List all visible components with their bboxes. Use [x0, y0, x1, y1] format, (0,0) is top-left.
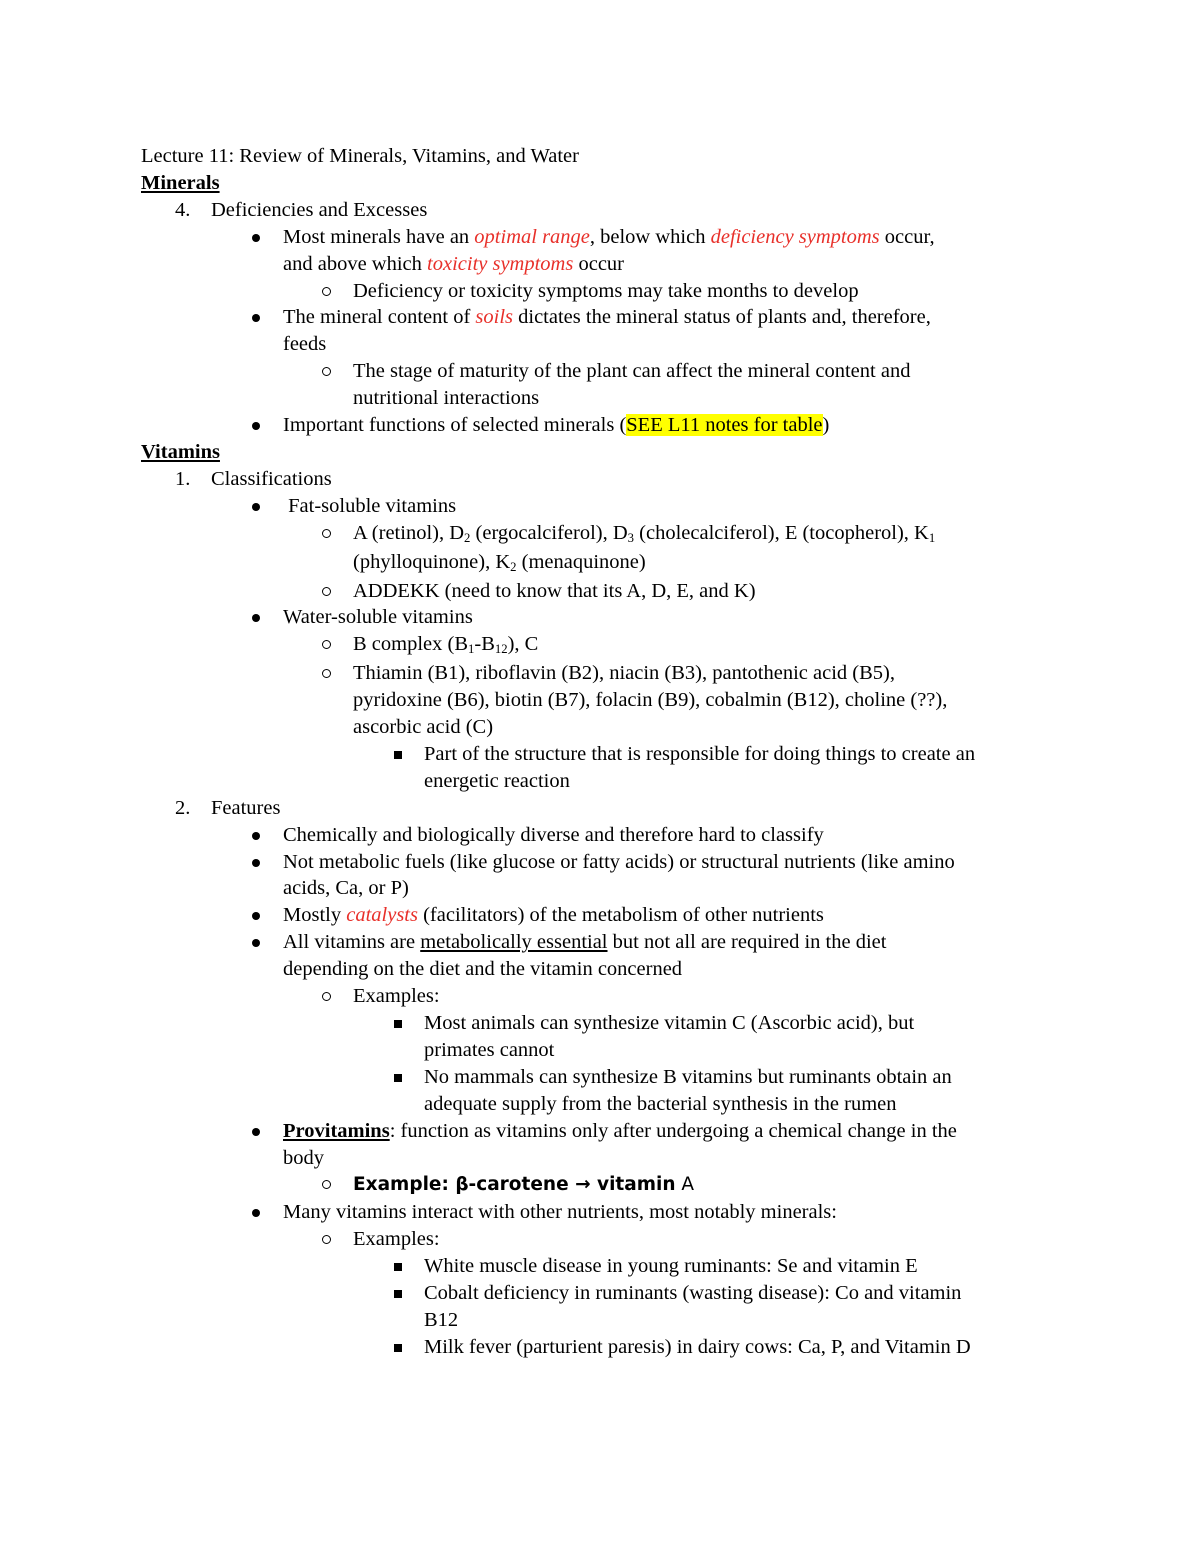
text-span: -B — [474, 633, 495, 656]
text-span: Example: — [353, 1174, 456, 1196]
list-item-continued — [141, 331, 1081, 358]
text-span: 2 — [464, 530, 471, 545]
minerals-item-4 — [141, 197, 1081, 224]
text-span: Deficiencies and Excesses — [211, 198, 428, 221]
list-item — [141, 520, 1081, 549]
text-span: Most animals can synthesize vitamin C (Ascorbic acid), but — [424, 1012, 915, 1034]
bullet-circle-icon — [322, 529, 331, 538]
list-item — [141, 1064, 1081, 1091]
bullet-square-icon — [394, 1344, 402, 1352]
list-item — [141, 358, 1081, 385]
text-span: but not all are required in the diet — [607, 931, 887, 954]
text-span: catalysts — [346, 904, 418, 927]
text-span: β-carotene → vitamin — [455, 1174, 676, 1196]
text-span: Water-soluble vitamins — [283, 606, 473, 629]
text-span: The stage of maturity of the plant can affect the mineral content and — [353, 360, 911, 383]
text-span: energetic reaction — [424, 769, 570, 792]
text-span: occur — [573, 252, 625, 275]
vitamins-item-2 — [141, 795, 1081, 822]
bullet-circle-icon — [322, 640, 331, 649]
text-span: (ergocalciferol), D — [470, 521, 628, 544]
text-span: Deficiency or toxicity symptoms may take months to develop — [353, 279, 859, 302]
text-span: : function as vitamins only after undergoing a chemical change in the — [389, 1119, 957, 1142]
bullet-circle-icon — [322, 1235, 331, 1244]
bullet-disc-icon — [252, 234, 260, 242]
list-item — [141, 493, 1081, 520]
bullet-disc-icon — [252, 832, 260, 840]
bullet-disc-icon — [252, 503, 260, 511]
text-span: nutritional interactions — [353, 387, 540, 410]
bullet-disc-icon — [252, 614, 260, 622]
bullet-circle-icon — [322, 367, 331, 376]
bullet-circle-icon — [322, 287, 331, 296]
text-span: acids, Ca, or P) — [283, 877, 409, 900]
document-page — [141, 143, 1081, 1361]
list-number: 1. — [175, 467, 191, 490]
list-item — [141, 578, 1081, 605]
list-item — [141, 1253, 1081, 1280]
list-item-continued — [141, 1091, 1081, 1118]
bullet-disc-icon — [252, 314, 260, 322]
text-span: Mostly — [283, 904, 347, 927]
bullet-disc-icon — [252, 1128, 260, 1136]
text-span: (menaquinone) — [516, 550, 646, 573]
list-item-continued — [141, 875, 1081, 902]
list-item — [141, 849, 1081, 876]
bullet-disc-icon — [252, 422, 260, 430]
list-item-continued — [141, 956, 1081, 983]
bullet-square-icon — [394, 751, 402, 759]
text-span: Examples: — [353, 985, 440, 1008]
text-span: adequate supply from the bacterial synthesis in the rumen — [424, 1092, 897, 1115]
text-span: ), C — [507, 633, 539, 656]
list-item-continued — [141, 768, 1081, 795]
list-number: 2. — [175, 796, 191, 819]
text-span: Chemically and biologically diverse and therefore hard to classify — [283, 823, 824, 846]
text-span: White muscle disease in young ruminants: Se and vitamin E — [424, 1255, 918, 1278]
text-span: Provitamins — [283, 1119, 390, 1142]
bullet-square-icon — [394, 1074, 402, 1082]
text-span: deficiency symptoms — [710, 225, 880, 248]
text-span: Vitamins — [141, 440, 220, 463]
text-span: (facilitators) of the metabolism of other nutrients — [417, 904, 824, 927]
text-span: Most minerals have an — [283, 225, 475, 248]
list-item — [141, 604, 1081, 631]
text-span: A — [675, 1174, 695, 1196]
text-span: Examples: — [353, 1228, 440, 1251]
bullet-disc-icon — [252, 912, 260, 920]
text-span: Important functions of selected minerals ( — [283, 414, 627, 437]
bullet-circle-icon — [322, 1180, 331, 1189]
list-item — [141, 822, 1081, 849]
bullet-square-icon — [394, 1290, 402, 1298]
list-item — [141, 1118, 1081, 1145]
list-item — [141, 278, 1081, 305]
list-item — [141, 1171, 1081, 1199]
text-span: ) — [822, 414, 830, 437]
text-span: (cholecalciferol), E (tocopherol), K — [634, 521, 929, 544]
lecture-title — [141, 143, 1081, 170]
text-span: 2 — [510, 559, 517, 574]
list-item-continued — [141, 549, 1081, 578]
text-span: (phylloquinone), K — [353, 550, 511, 573]
text-span: Fat-soluble vitamins — [288, 494, 457, 517]
text-span: Not metabolic fuels (like glucose or fatty acids) or structural nutrients (like amino — [283, 850, 955, 873]
text-span: ascorbic acid (C) — [353, 716, 494, 739]
text-span: occur, — [879, 225, 935, 248]
list-item-continued — [141, 714, 1081, 741]
minerals-heading — [141, 170, 1081, 197]
list-number: 4. — [175, 198, 191, 221]
text-span: Minerals — [141, 171, 220, 194]
text-span: dictates the mineral status of plants and, therefore, — [513, 306, 931, 329]
text-span: pyridoxine (B6), biotin (B7), folacin (B9), cobalmin (B12), choline (??), — [353, 689, 948, 712]
list-item — [141, 412, 1081, 439]
list-item-continued — [141, 1037, 1081, 1064]
text-span: Thiamin (B1), riboflavin (B2), niacin (B3), pantothenic acid (B5), — [353, 662, 895, 685]
text-span: B12 — [424, 1308, 459, 1331]
list-item-continued — [141, 1145, 1081, 1172]
text-span: The mineral content of — [283, 306, 476, 329]
text-span: primates cannot — [424, 1038, 555, 1061]
text-span: A (retinol), D — [353, 521, 465, 544]
text-span: 3 — [627, 530, 635, 545]
text-span: Lecture 11: Review of Minerals, Vitamins, and Water — [141, 145, 579, 167]
text-span: soils — [475, 306, 514, 329]
list-item — [141, 902, 1081, 929]
list-item — [141, 929, 1081, 956]
text-span: toxicity symptoms — [427, 252, 574, 275]
bullet-square-icon — [394, 1020, 402, 1028]
text-span: B complex (B — [353, 633, 469, 656]
list-item — [141, 1199, 1081, 1226]
bullet-disc-icon — [252, 1209, 260, 1217]
text-span: feeds — [283, 333, 327, 356]
list-item — [141, 1226, 1081, 1253]
text-span: body — [283, 1146, 324, 1169]
bullet-circle-icon — [322, 669, 331, 678]
text-span: ADDEKK (need to know that its A, D, E, and K) — [353, 579, 756, 602]
text-span: depending on the diet and the vitamin concerned — [283, 958, 683, 981]
text-span: All vitamins are — [283, 931, 421, 954]
text-span: Many vitamins interact with other nutrients, most notably minerals: — [283, 1201, 837, 1224]
highlighted-note: SEE L11 notes for table — [626, 414, 823, 437]
bullet-circle-icon — [322, 992, 331, 1001]
bullet-square-icon — [394, 1263, 402, 1271]
list-item-continued — [141, 385, 1081, 412]
text-span: Part of the structure that is responsible for doing things to create an — [424, 742, 976, 765]
text-span: Milk fever (parturient paresis) in dairy cows: Ca, P, and Vitamin D — [424, 1335, 971, 1358]
list-item — [141, 1334, 1081, 1361]
text-span: 1 — [468, 642, 475, 657]
list-item — [141, 631, 1081, 660]
text-span: Classifications — [211, 467, 332, 490]
bullet-disc-icon — [252, 939, 260, 947]
bullet-disc-icon — [252, 859, 260, 867]
text-span: Features — [211, 796, 281, 819]
list-item — [141, 660, 1081, 687]
text-span: and above which — [283, 252, 428, 275]
bullet-circle-icon — [322, 587, 331, 596]
vitamins-item-1 — [141, 466, 1081, 493]
list-item — [141, 983, 1081, 1010]
list-item — [141, 741, 1081, 768]
text-span: , below which — [589, 225, 711, 248]
vitamins-heading — [141, 439, 1081, 466]
text-span: Cobalt deficiency in ruminants (wasting disease): Co and vitamin — [424, 1282, 962, 1305]
text-span: metabolically essential — [420, 931, 608, 954]
list-item-continued — [141, 1307, 1081, 1334]
text-span: optimal range — [474, 225, 590, 248]
list-item-continued — [141, 687, 1081, 714]
list-item — [141, 304, 1081, 331]
list-item — [141, 224, 1081, 251]
list-item — [141, 1280, 1081, 1307]
text-span: No mammals can synthesize B vitamins but ruminants obtain an — [424, 1065, 952, 1088]
list-item-continued — [141, 251, 1081, 278]
list-item — [141, 1010, 1081, 1037]
text-span: 1 — [928, 530, 936, 545]
text-span: 12 — [494, 642, 508, 657]
